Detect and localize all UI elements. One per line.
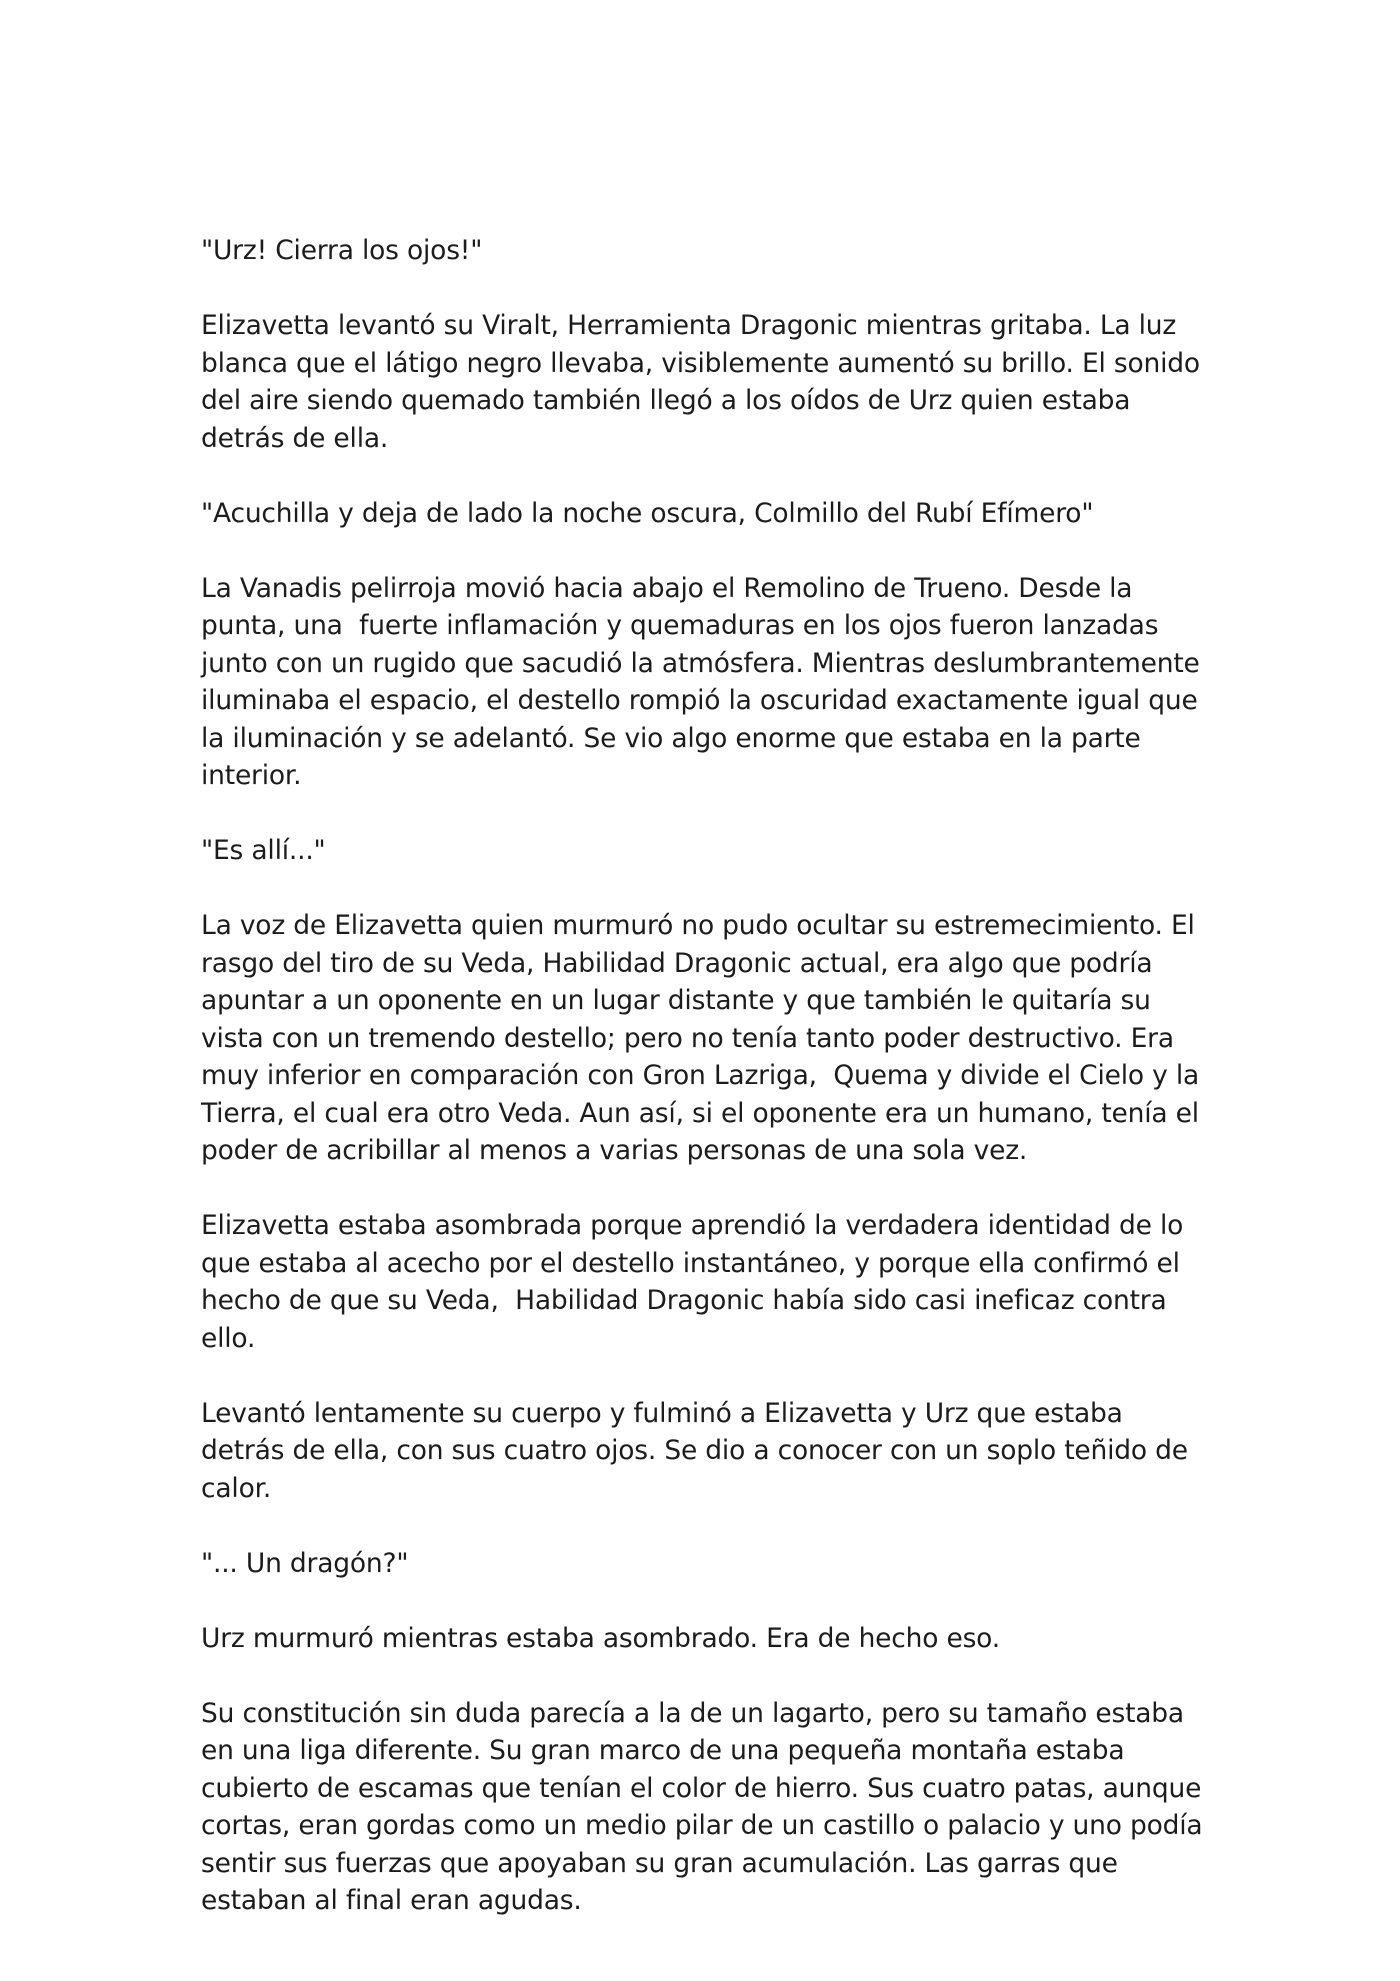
paragraph-10: Urz murmuró mientras estaba asombrado. Era de hecho eso. [201, 1622, 1000, 1654]
paragraph-4: La Vanadis pelirroja movió hacia abajo el Remolino de Trueno. Desde la punta, una fuerte inflamación y quemaduras en los ojos fueron lanzadas junto con un rugido que sacudió la atmósfera. Mientras deslumbrantemente iluminaba el espacio, el destello rompió la oscuridad exactamente igual que la iluminación y se adelantó. Se vio algo enorme que estaba en la parte interior. [201, 572, 1208, 791]
paragraph-5: "Es allí..." [201, 835, 326, 866]
paragraph-7: Elizavetta estaba asombrada porque aprendió la verdadera identidad de lo que estaba al acecho por el destello instantáneo, y porque ella confirmó el hecho de que su Veda, Habilidad Dragonic había sido casi ineficaz contra ello. [201, 1210, 1192, 1354]
paragraph-9: "... Un dragón?" [201, 1547, 409, 1579]
paragraph-1: "Urz! Cierra los ojos!" [201, 235, 483, 266]
document-body [201, 232, 1211, 1957]
paragraph-11: Su constitución sin duda parecía a la de un lagarto, pero su tamaño estaba en una liga diferente. Su gran marco de una pequeña montaña estaba cubierto de escamas que tenían el color de hierro. Sus cuatro patas, aunque cortas, eran gordas como un medio pilar de un castillo o palacio y uno podía sentir sus fuerzas que apoyaban su gran acumulación. Las garras que estaban al final eran agudas. [201, 1697, 1211, 1916]
paragraph-8: Levantó lentamente su cuerpo y fulminó a Elizavetta y Urz que estaba detrás de ella, con sus cuatro ojos. Se dio a conocer con un soplo teñido de calor. [201, 1397, 1197, 1504]
paragraph-6: La voz de Elizavetta quien murmuró no pudo ocultar su estremecimiento. El rasgo del tiro de su Veda, Habilidad Dragonic actual, era algo que podría apuntar a un oponente en un lugar distante y que también le quitaría su vista con un tremendo destello; pero no tenía tanto poder destructivo. Era muy inferior en comparación con Gron Lazriga, Quema y divide el Cielo y la Tierra, el cual era otro Veda. Aun así, si el oponente era un humano, tenía el poder de acribillar al menos a varias personas de una sola vez. [201, 910, 1208, 1166]
paragraph-2: Elizavetta levantó su Viralt, Herramienta Dragonic mientras gritaba. La luz blanca que el látigo negro llevaba, visiblemente aumentó su brillo. El sonido del aire siendo quemado también llegó a los oídos de Urz quien estaba detrás de ella. [201, 310, 1209, 454]
paragraph-3: "Acuchilla y deja de lado la noche oscura, Colmillo del Rubí Efímero" [201, 497, 1094, 529]
